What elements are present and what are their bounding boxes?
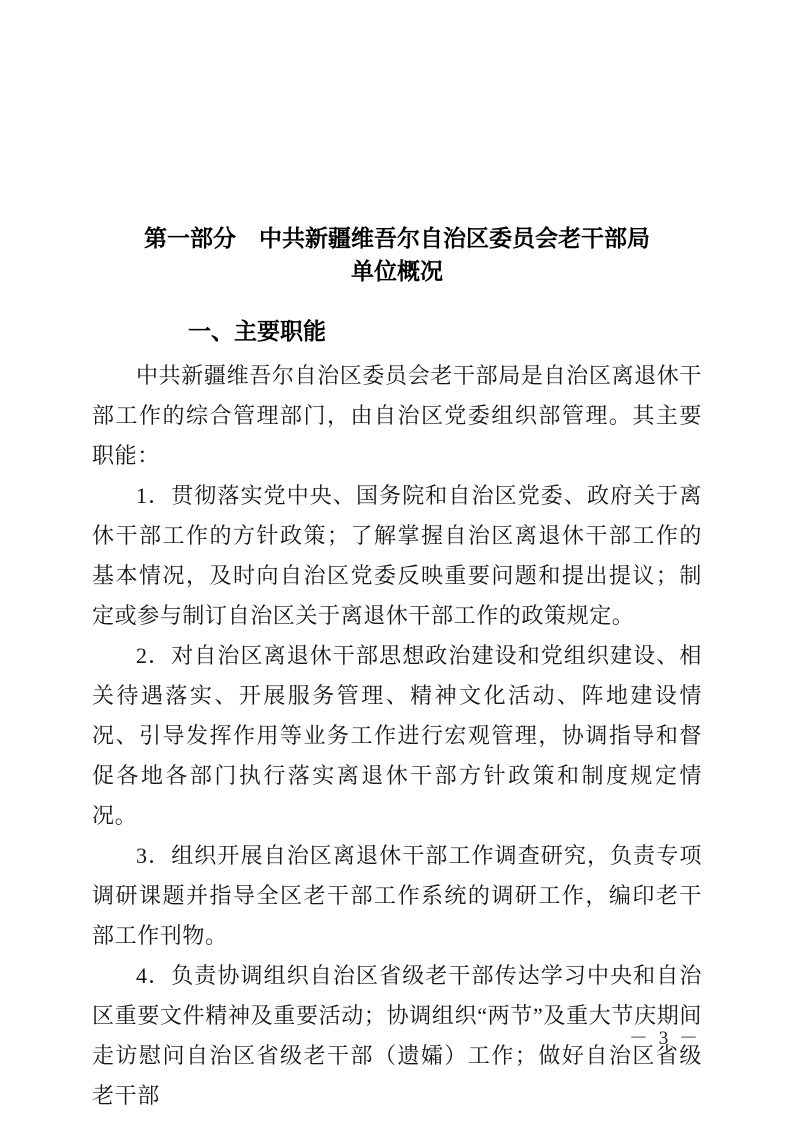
paragraph-item-2: 2．对自治区离退休干部思想政治建设和党组织建设、相关待遇落实、开展服务管理、精神文化活动、阵地建设情况、引导发挥作用等业务工作进行宏观管理，协调指导和督促各地各部门执行落实离退休干部方针政策和制度规定情况。 — [92, 643, 702, 828]
document-title — [92, 222, 702, 288]
paragraph-intro: 中共新疆维吾尔自治区委员会老干部局是自治区离退休干部工作的综合管理部门，由自治区党委组织部管理。其主要职能： — [92, 363, 702, 468]
document-content — [92, 222, 702, 1116]
paragraph-item-3: 3．组织开展自治区离退休干部工作调查研究，负责专项调研课题并指导全区老干部工作系统的调研工作，编印老干部工作刊物。 — [92, 843, 702, 948]
section-heading: 一、主要职能 — [188, 318, 326, 344]
paragraph-item-1: 1．贯彻落实党中央、国务院和自治区党委、政府关于离休干部工作的方针政策；了解掌握自治区离退休干部工作的基本情况，及时向自治区党委反映重要问题和提出提议；制定或参与制订自治区关于离退休干部工作的政策规定。 — [92, 483, 702, 628]
paragraph-item-4: 4．负责协调组织自治区省级老干部传达学习中央和自治区重要文件精神及重要活动；协调组织“两节”及重大节庆期间走访慰问自治区省级老干部（遗孀）工作；做好自治区省级老干部 — [92, 963, 702, 1108]
page-number: － 3 － — [628, 1028, 701, 1049]
document-title-line2: 单位概况 — [351, 258, 443, 284]
document-title-line1: 第一部分 中共新疆维吾尔自治区委员会老干部局 — [144, 225, 650, 251]
document-body — [92, 356, 702, 1116]
